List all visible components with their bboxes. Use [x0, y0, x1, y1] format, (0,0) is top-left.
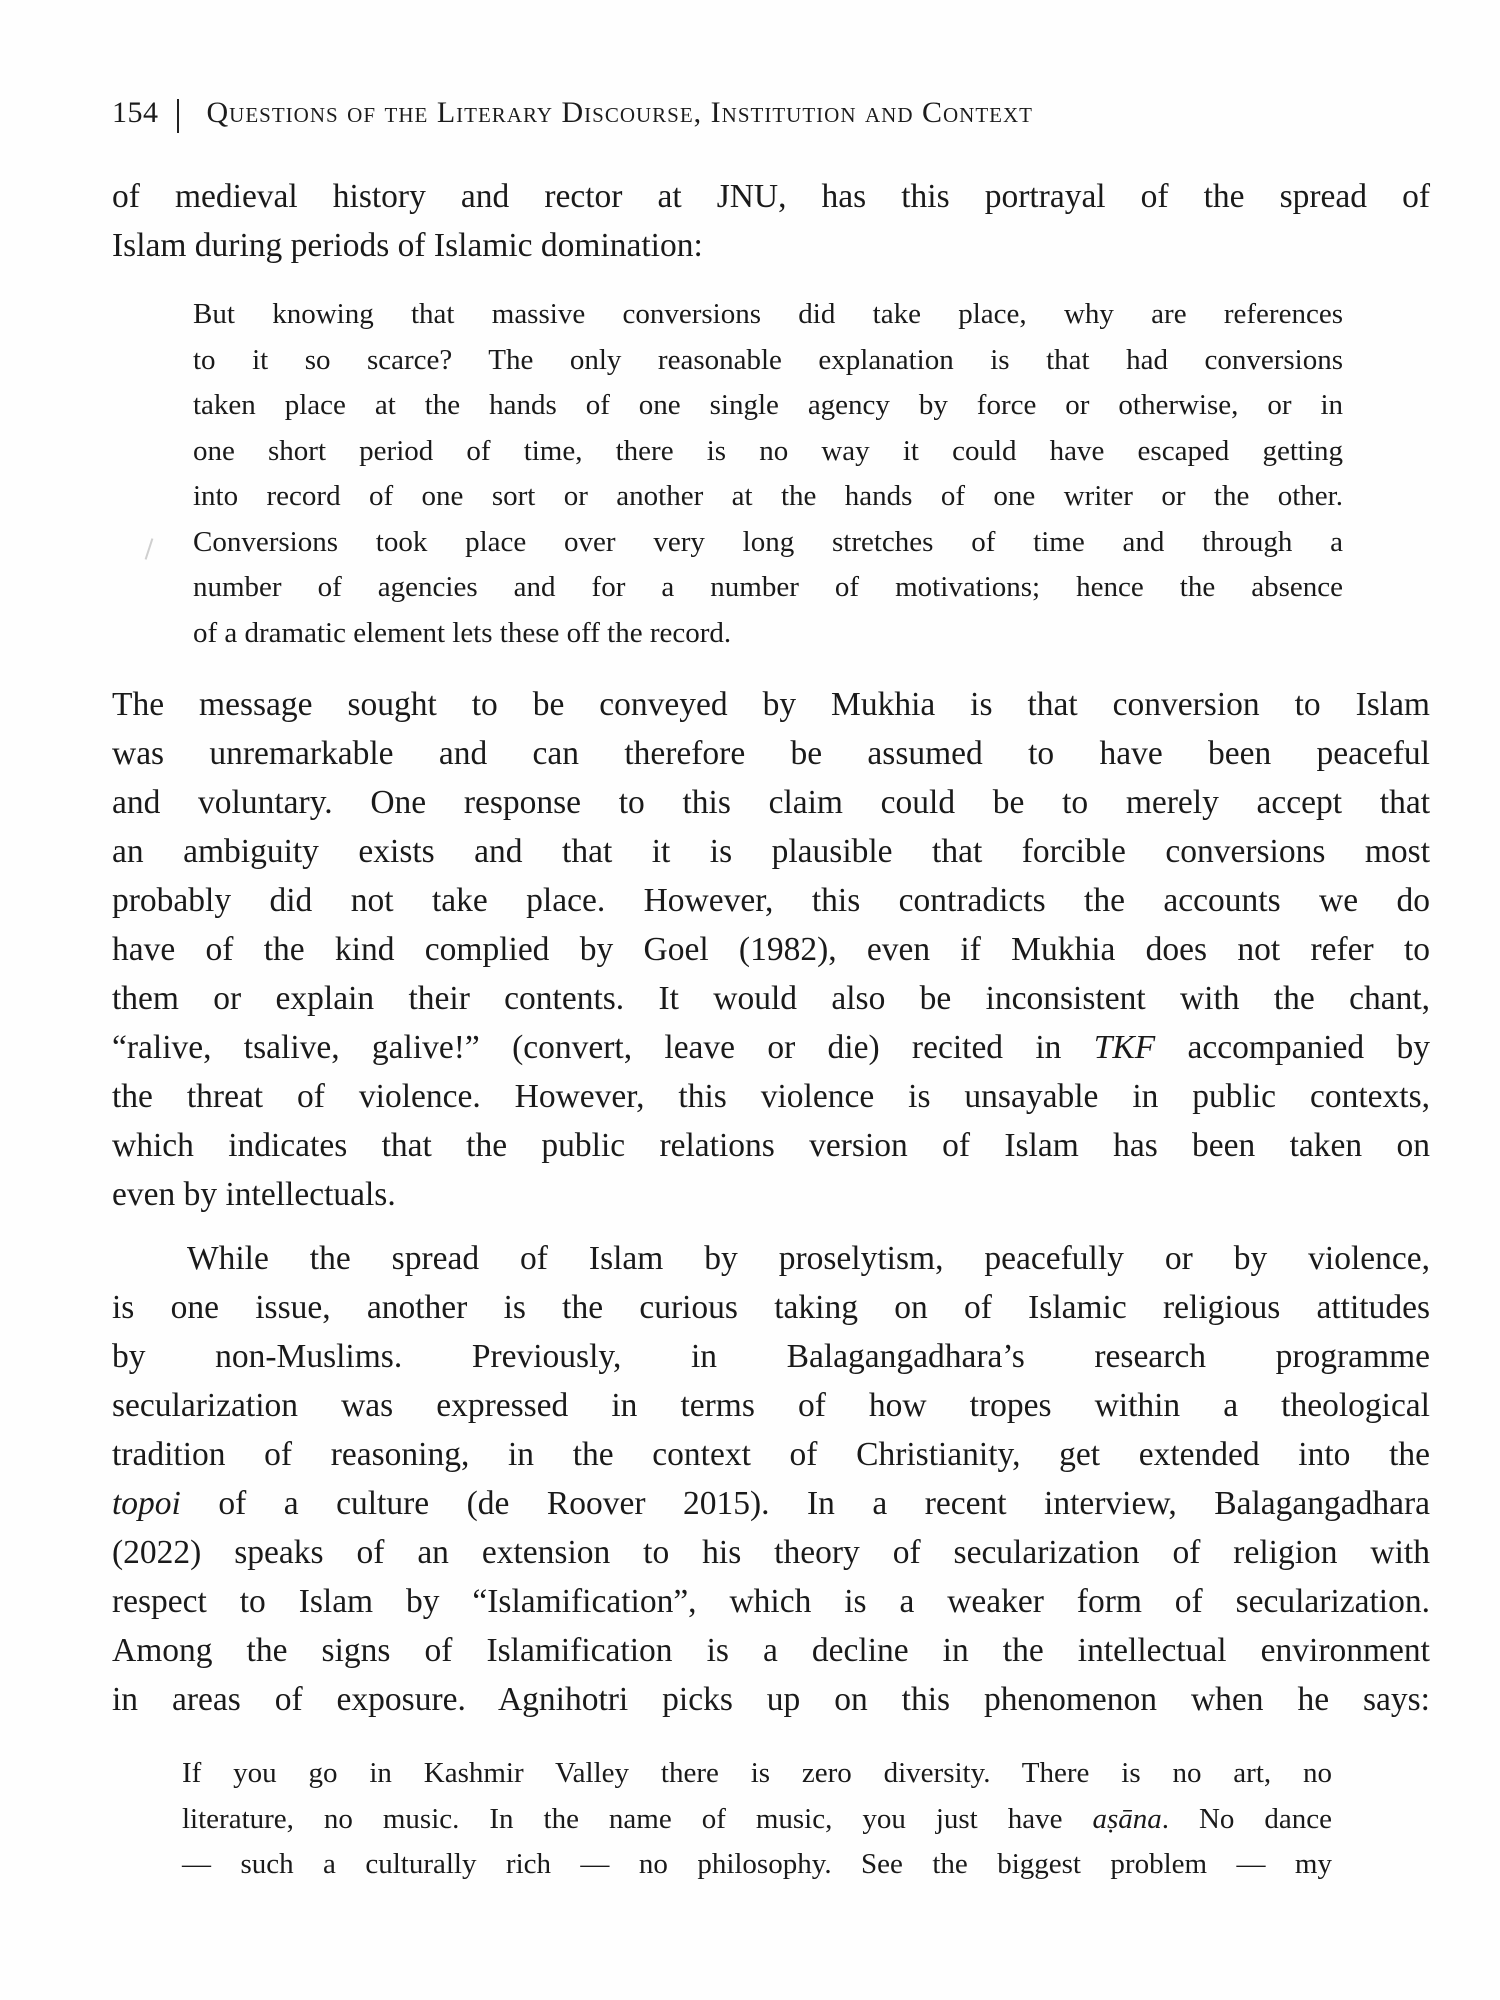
text-segment: accompanied by: [1155, 1029, 1430, 1066]
text-line: have of the kind complied by Goel (1982), even if Mukhia does not refer to: [112, 931, 1430, 968]
text-line: Among the signs of Islamification is a decline in the intellectual environment: [112, 1632, 1430, 1669]
chapter-title: Questions of the Literary Discourse, Institution and Context: [206, 96, 1033, 129]
italic-abbreviation-tkf: TKF: [1093, 1029, 1156, 1066]
quote-line: to it so scarce? The only reasonable explanation is that had conversions: [193, 343, 1343, 376]
text-segment: literature, no music. In the name of music, you just have: [182, 1802, 1093, 1835]
block-quote-agnihotri: [182, 1751, 1332, 1888]
text-line: in areas of exposure. Agnihotri picks up on this phenomenon when he says:: [112, 1681, 1430, 1718]
quote-line: — such a culturally rich — no philosophy. See the biggest problem — my: [182, 1848, 1332, 1880]
paragraph-mukhia-message: [112, 680, 1430, 1219]
paragraph-continuation: [112, 172, 1430, 270]
text-line: by non-Muslims. Previously, in Balagangadhara’s research programme: [112, 1338, 1430, 1375]
quote-line: If you go in Kashmir Valley there is zero diversity. There is no art, no: [182, 1757, 1332, 1789]
text-line: was unremarkable and can therefore be assumed to have been peaceful: [112, 735, 1430, 772]
text-line: [112, 1479, 1430, 1528]
text-line: (2022) speaks of an extension to his theory of secularization of religion with: [112, 1534, 1430, 1571]
text-line: tradition of reasoning, in the context of Christianity, get extended into the: [112, 1436, 1430, 1473]
text-line: respect to Islam by “Islamification”, which is a weaker form of secularization.: [112, 1583, 1430, 1620]
quote-line: of a dramatic element lets these off the record.: [193, 616, 732, 649]
quote-line: taken place at the hands of one single agency by force or otherwise, or in: [193, 389, 1343, 421]
running-head: [112, 96, 1372, 136]
text-line: is one issue, another is the curious taking on of Islamic religious attitudes: [112, 1289, 1430, 1326]
italic-term-azana: aṣāna: [1092, 1802, 1162, 1835]
quote-line: [182, 1797, 1332, 1843]
text-line: The message sought to be conveyed by Mukhia is that conversion to Islam: [112, 686, 1430, 723]
text-segment: of a culture (de Roover 2015). In a recent interview, Balagangadhara: [180, 1485, 1430, 1522]
quote-line: But knowing that massive conversions did take place, why are references: [193, 298, 1343, 330]
block-quote-mukhia: [193, 292, 1343, 656]
text-line: secularization was expressed in terms of how tropes within a theological: [112, 1387, 1430, 1424]
text-line: even by intellectuals.: [112, 1176, 396, 1213]
text-line: them or explain their contents. It would also be inconsistent with the chant,: [112, 980, 1430, 1017]
quote-line: one short period of time, there is no way it could have escaped getting: [193, 434, 1343, 467]
text-line: an ambiguity exists and that it is plausible that forcible conversions most: [112, 833, 1430, 870]
header-separator: [177, 99, 179, 133]
text-line: [112, 1023, 1430, 1072]
quote-line: number of agencies and for a number of motivations; hence the absence: [193, 571, 1343, 603]
text-line: Islam during periods of Islamic domination:: [112, 227, 703, 264]
quote-line: Conversions took place over very long stretches of time and through a: [193, 525, 1343, 558]
margin-pencil-mark: [145, 538, 154, 560]
text-line: probably did not take place. However, this contradicts the accounts we do: [112, 882, 1430, 919]
quote-line: into record of one sort or another at the hands of one writer or the other.: [193, 480, 1343, 512]
text-segment: “ralive, tsalive, galive!” (convert, leave or die) recited in: [112, 1029, 1094, 1066]
text-line: While the spread of Islam by proselytism, peacefully or by violence,: [187, 1240, 1430, 1277]
text-segment: . No dance: [1161, 1802, 1333, 1835]
text-line: of medieval history and rector at JNU, has this portrayal of the spread of: [112, 178, 1430, 215]
text-line: which indicates that the public relations version of Islam has been taken on: [112, 1127, 1430, 1164]
text-line: the threat of violence. However, this violence is unsayable in public contexts,: [112, 1078, 1430, 1115]
page-number: 154: [112, 96, 159, 129]
paragraph-islamification: [112, 1234, 1430, 1724]
text-line: and voluntary. One response to this claim could be to merely accept that: [112, 784, 1430, 821]
italic-term-topoi: topoi: [112, 1485, 181, 1522]
